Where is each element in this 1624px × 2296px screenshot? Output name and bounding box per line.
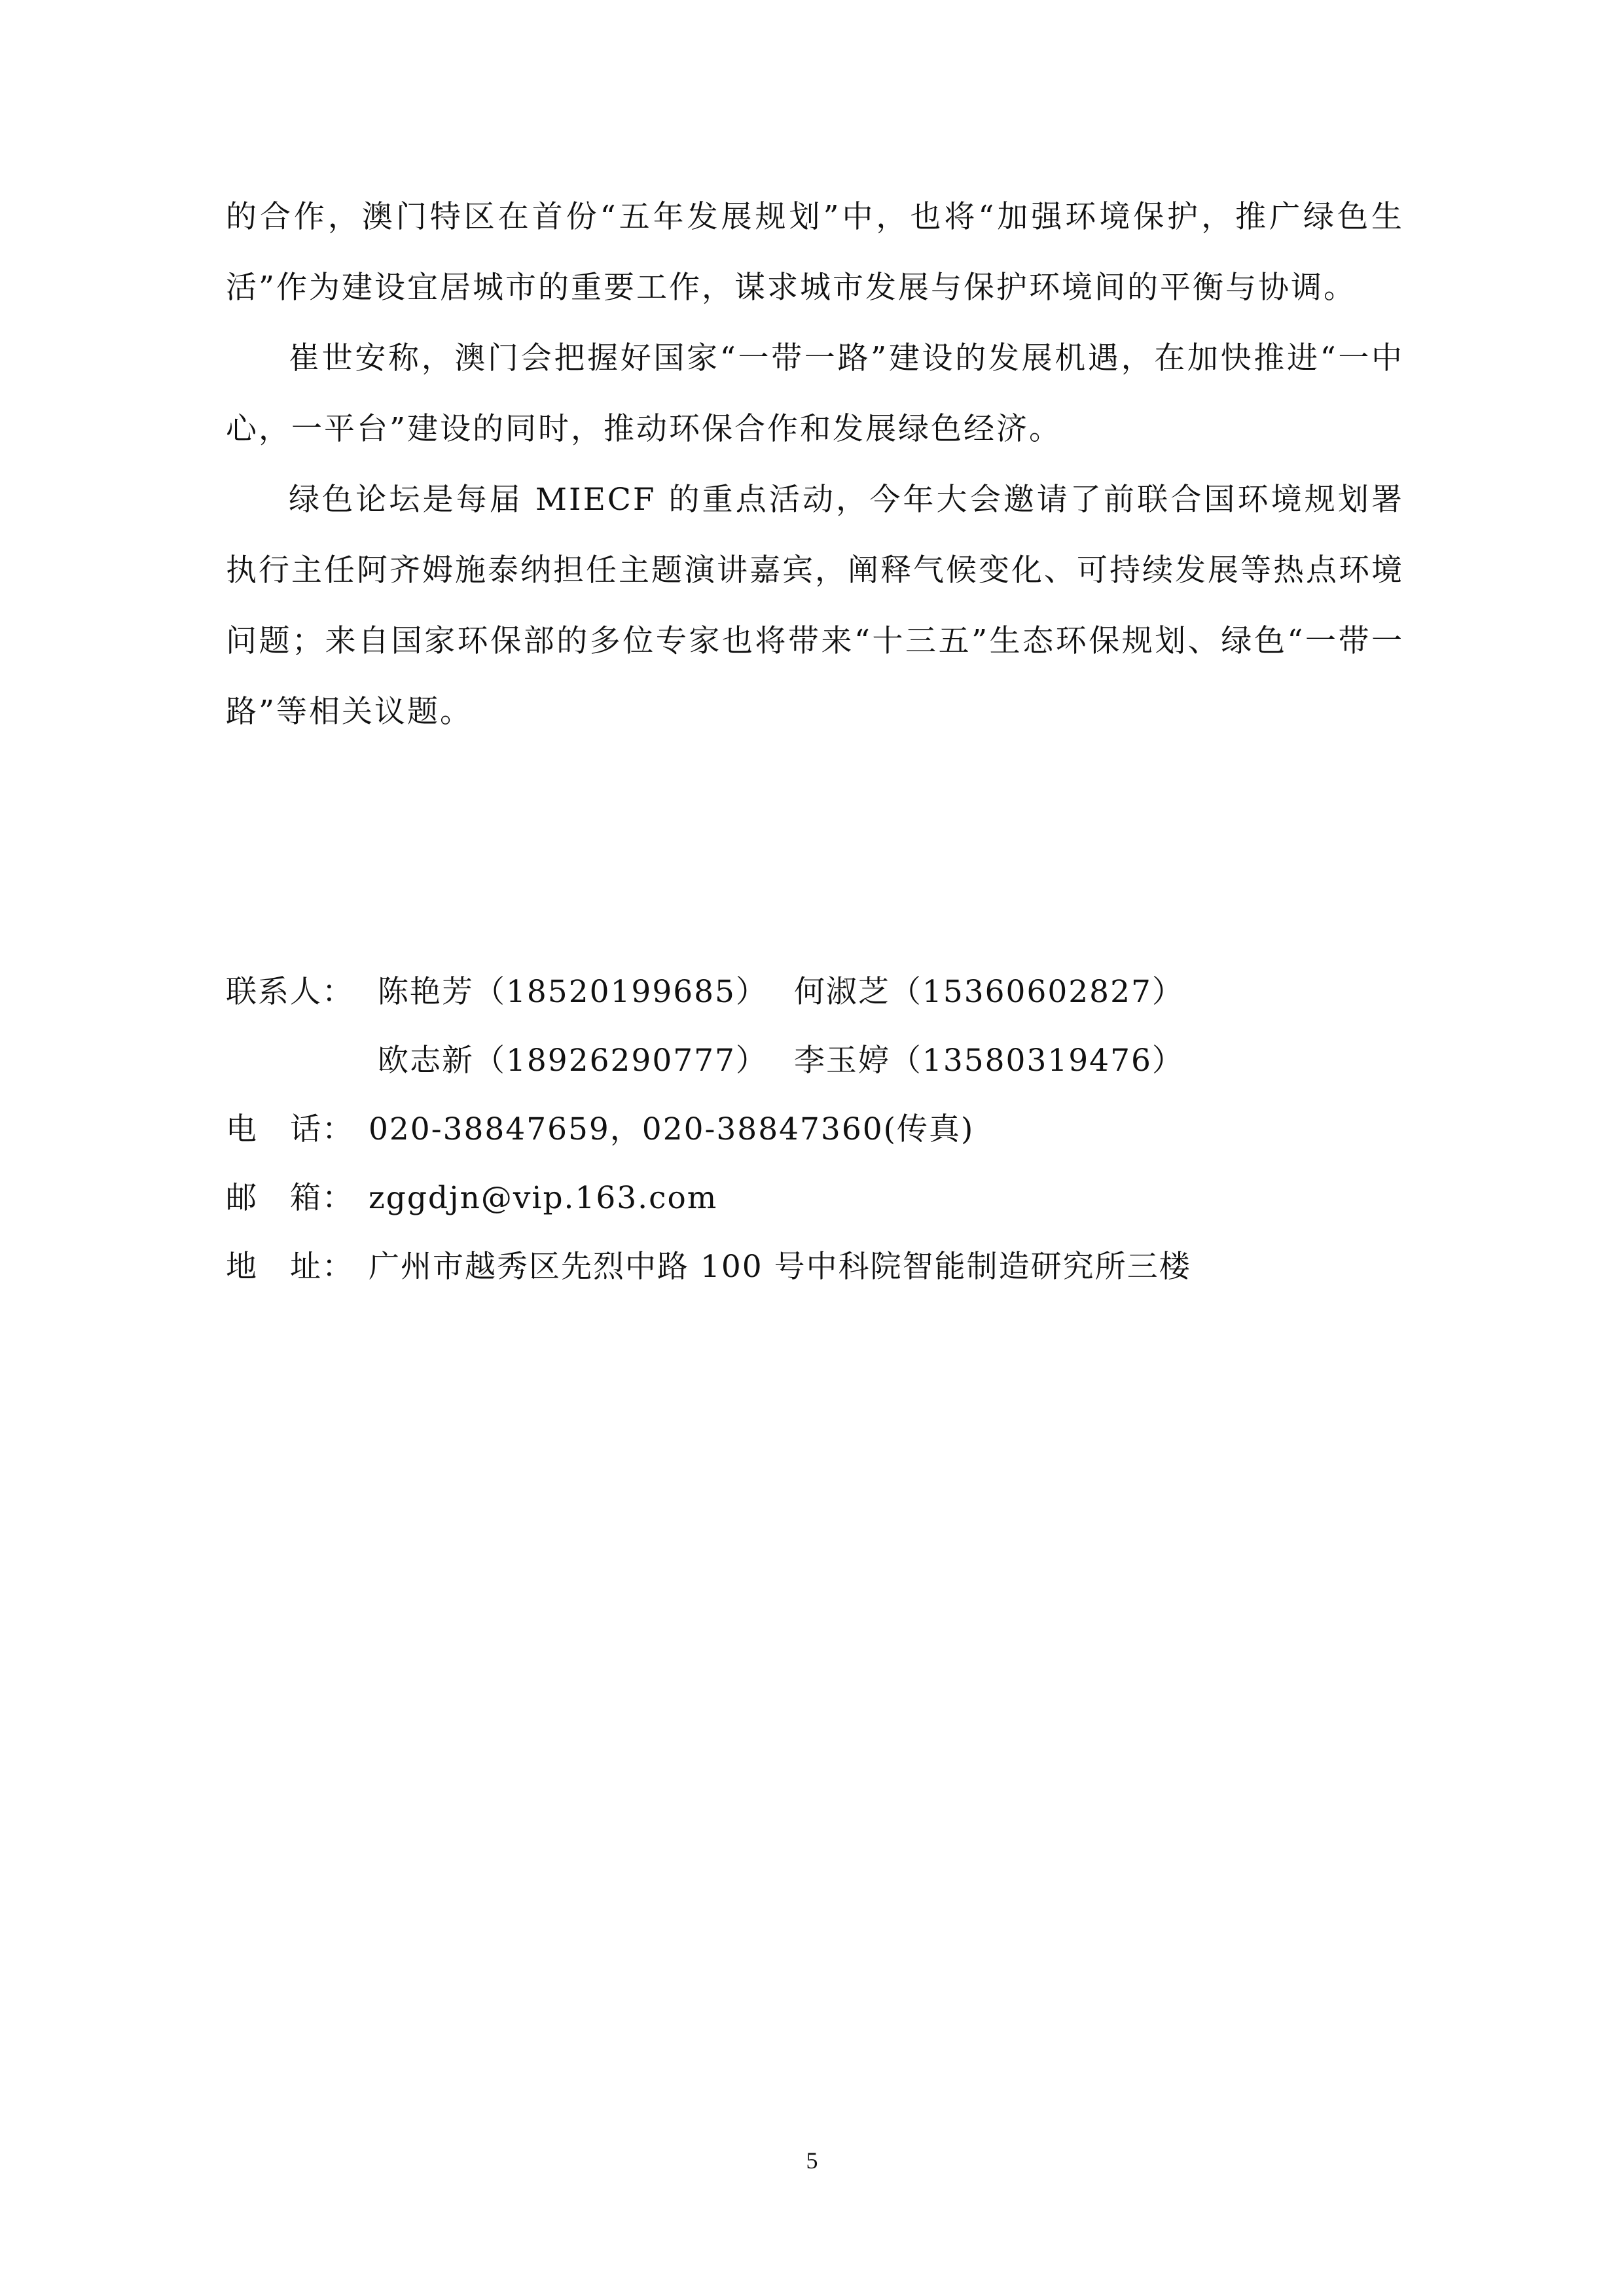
- contact-person: 李玉婷（13580319476）: [793, 1043, 1184, 1079]
- contacts-label: 联系人：: [226, 974, 354, 1010]
- contact-person: 欧志新（18926290777）: [378, 1043, 768, 1079]
- contact-person: 何淑芝（15360602827）: [793, 974, 1184, 1010]
- phone-row: [226, 1095, 1404, 1164]
- address-label: 地 址：: [226, 1249, 354, 1285]
- contacts-row-2: [226, 1026, 1404, 1095]
- address-row: [226, 1232, 1404, 1301]
- paragraph-green-forum: 绿色论坛是每届 MIECF 的重点活动，今年大会邀请了前联合国环境规划署执行主任阿齐姆施泰纳担任主题演讲嘉宾，阐释气候变化、可持续发展等热点环境问题；来自国家环保部的多位专家也将带来“十三五”生态环保规划、绿色“一带一路”等相关议题。: [226, 482, 1404, 730]
- contact-block: [226, 958, 1404, 1301]
- phone-label: 电 话：: [226, 1111, 354, 1147]
- email-value: zggdjn@vip.163.com: [369, 1180, 718, 1216]
- phone-value: 020-38847659，020-38847360(传真): [369, 1111, 975, 1147]
- email-label: 邮 箱：: [226, 1180, 354, 1216]
- email-row: [226, 1164, 1404, 1232]
- contact-person: 陈艳芳（18520199685）: [378, 974, 768, 1010]
- paragraph-continuation: 的合作，澳门特区在首份“五年发展规划”中，也将“加强环境保护，推广绿色生活”作为建设宜居城市的重要工作，谋求城市发展与保护环境间的平衡与协调。: [226, 199, 1404, 306]
- contacts-row-1: [226, 958, 1404, 1026]
- paragraph-cui-shian: 崔世安称，澳门会把握好国家“一带一路”建设的发展机遇，在加快推进“一中心，一平台”建设的同时，推动环保合作和发展绿色经济。: [226, 340, 1404, 447]
- address-value: 广州市越秀区先烈中路 100 号中科院智能制造研究所三楼: [369, 1249, 1191, 1285]
- body-text: [226, 182, 1404, 747]
- page-number: 5: [806, 2147, 818, 2174]
